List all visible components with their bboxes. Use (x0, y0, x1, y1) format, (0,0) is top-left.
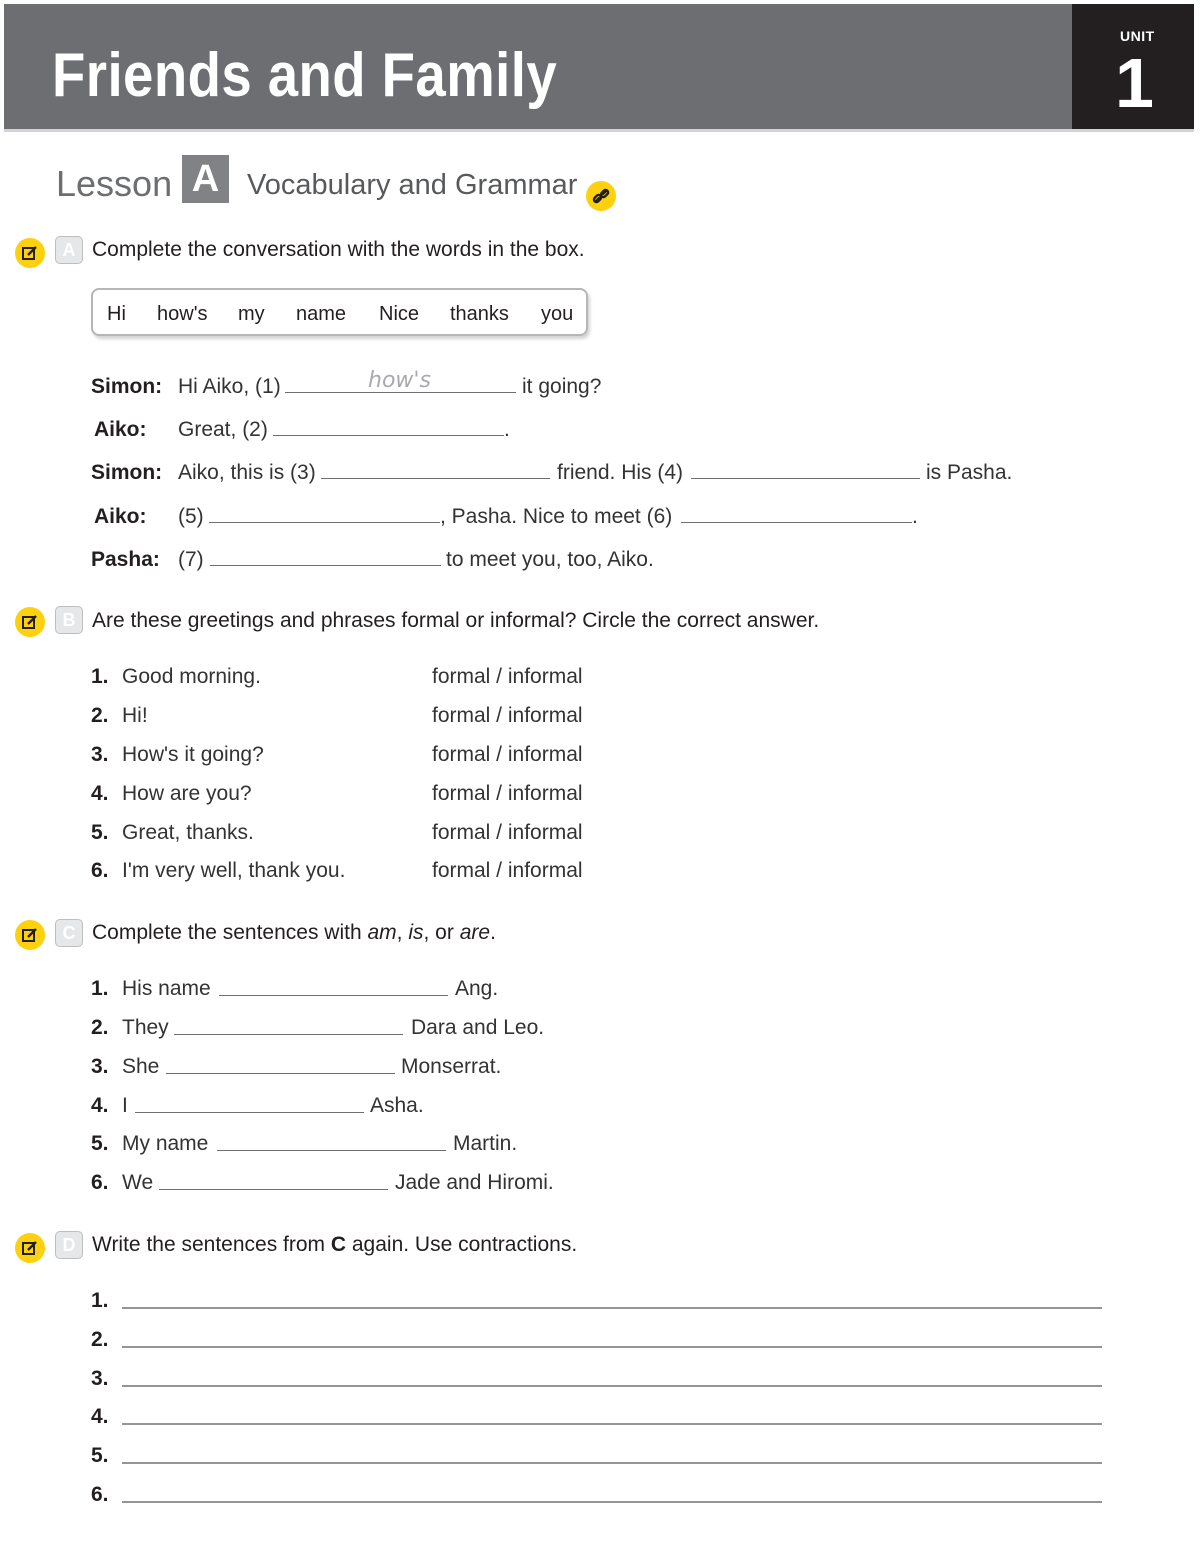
edit-icon[interactable] (15, 238, 45, 268)
item-number: 4. (91, 1094, 109, 1117)
item-number: 1. (91, 1289, 109, 1312)
speaker-label: Aiko: (94, 505, 147, 528)
answer-blank-5[interactable] (209, 522, 440, 523)
phrase-text: I'm very well, thank you. (122, 859, 346, 882)
item-number: 5. (91, 1444, 109, 1467)
phrase-text: Hi! (122, 704, 148, 727)
answer-blank[interactable] (135, 1112, 364, 1113)
phrase-text: Good morning. (122, 665, 261, 688)
writing-line[interactable] (122, 1423, 1102, 1425)
dialogue-text: (7) (178, 548, 204, 571)
item-number: 2. (91, 1328, 109, 1351)
answer-blank-4[interactable] (691, 478, 920, 479)
dialogue-text: Great, (2) (178, 418, 268, 441)
unit-label: UNIT (1120, 28, 1155, 44)
writing-line[interactable] (122, 1462, 1102, 1464)
item-number: 4. (91, 782, 109, 805)
answer-blank[interactable] (174, 1034, 403, 1035)
answer-blank[interactable] (159, 1189, 388, 1190)
section-b-badge: B (55, 606, 83, 634)
section-a-badge: A (55, 236, 83, 264)
word-box-item: how's (157, 303, 208, 325)
formal-informal-choice[interactable]: formal / informal (432, 859, 583, 882)
example-answer: how's (368, 368, 431, 393)
sentence-start: She (122, 1055, 160, 1078)
dialogue-text: it going? (522, 375, 602, 398)
word-box-item: name (296, 303, 347, 325)
item-number: 1. (91, 977, 109, 1000)
item-number: 6. (91, 859, 109, 882)
unit-number: 1 (1115, 44, 1154, 122)
word-box-item: my (238, 303, 265, 325)
section-d-instruction: Write the sentences from C again. Use contractions. (92, 1233, 578, 1256)
answer-blank[interactable] (166, 1073, 395, 1074)
phrase-text: How's it going? (122, 743, 264, 766)
item-number: 6. (91, 1483, 109, 1506)
item-number: 5. (91, 1132, 109, 1155)
sentence-end: Martin. (453, 1132, 518, 1155)
formal-informal-choice[interactable]: formal / informal (432, 665, 583, 688)
writing-line[interactable] (122, 1385, 1102, 1387)
section-c-badge: C (55, 919, 83, 947)
speaker-label: Pasha: (91, 548, 160, 571)
sentence-start: My name (122, 1132, 209, 1155)
sentence-end: Ang. (455, 977, 499, 1000)
formal-informal-choice[interactable]: formal / informal (432, 782, 583, 805)
sentence-end: Jade and Hiromi. (395, 1171, 554, 1194)
lesson-letter-badge: A (182, 155, 229, 203)
edit-icon[interactable] (15, 1233, 45, 1263)
sentence-end: Monserrat. (401, 1055, 502, 1078)
item-number: 3. (91, 1367, 109, 1390)
formal-informal-choice[interactable]: formal / informal (432, 704, 583, 727)
item-number: 1. (91, 665, 109, 688)
word-box-item: you (541, 303, 574, 325)
sentence-start: His name (122, 977, 211, 1000)
sentence-start: We (122, 1171, 154, 1194)
answer-blank-3[interactable] (321, 478, 550, 479)
word-box-item: thanks (450, 303, 509, 325)
dialogue-text: , Pasha. Nice to meet (6) (440, 505, 673, 528)
dialogue-text: Hi Aiko, (1) (178, 375, 281, 398)
item-number: 3. (91, 1055, 109, 1078)
section-a-instruction: Complete the conversation with the words in the box. (92, 238, 585, 261)
answer-blank[interactable] (219, 995, 448, 996)
edit-icon[interactable] (15, 920, 45, 950)
lesson-subtitle: Vocabulary and Grammar (247, 169, 578, 201)
sentence-end: Dara and Leo. (411, 1016, 545, 1039)
writing-line[interactable] (122, 1346, 1102, 1348)
dialogue-text: (5) (178, 505, 204, 528)
section-c-instruction: Complete the sentences with am, is, or are. (92, 921, 496, 944)
writing-line[interactable] (122, 1307, 1102, 1309)
dialogue-text: is Pasha. (926, 461, 1013, 484)
phrase-text: How are you? (122, 782, 252, 805)
link-icon[interactable] (586, 181, 616, 211)
phrase-text: Great, thanks. (122, 821, 254, 844)
edit-icon[interactable] (15, 607, 45, 637)
answer-blank-2[interactable] (273, 435, 504, 436)
sentence-start: They (122, 1016, 169, 1039)
item-number: 3. (91, 743, 109, 766)
dialogue-text: . (504, 418, 510, 441)
page-title: Friends and Family (52, 41, 558, 110)
dialogue-text: friend. His (4) (557, 461, 684, 484)
item-number: 5. (91, 821, 109, 844)
item-number: 2. (91, 704, 109, 727)
formal-informal-choice[interactable]: formal / informal (432, 743, 583, 766)
speaker-label: Aiko: (94, 418, 147, 441)
word-box-item: Hi (107, 303, 126, 325)
speaker-label: Simon: (91, 375, 163, 398)
sentence-end: Asha. (370, 1094, 424, 1117)
writing-line[interactable] (122, 1501, 1102, 1503)
answer-blank-7[interactable] (210, 565, 441, 566)
sentence-start: I (122, 1094, 128, 1117)
item-number: 2. (91, 1016, 109, 1039)
dialogue-text: . (912, 505, 918, 528)
section-b-instruction: Are these greetings and phrases formal or informal? Circle the correct answer. (92, 609, 820, 632)
item-number: 6. (91, 1171, 109, 1194)
section-d-badge: D (55, 1231, 83, 1259)
word-box-item: Nice (379, 303, 420, 325)
answer-blank-6[interactable] (681, 522, 912, 523)
speaker-label: Simon: (91, 461, 163, 484)
item-number: 4. (91, 1405, 109, 1428)
header-divider (4, 129, 1194, 132)
answer-blank[interactable] (217, 1150, 446, 1151)
formal-informal-choice[interactable]: formal / informal (432, 821, 583, 844)
dialogue-text: to meet you, too, Aiko. (446, 548, 654, 571)
lesson-label: Lesson (56, 163, 173, 204)
dialogue-text: Aiko, this is (3) (178, 461, 316, 484)
